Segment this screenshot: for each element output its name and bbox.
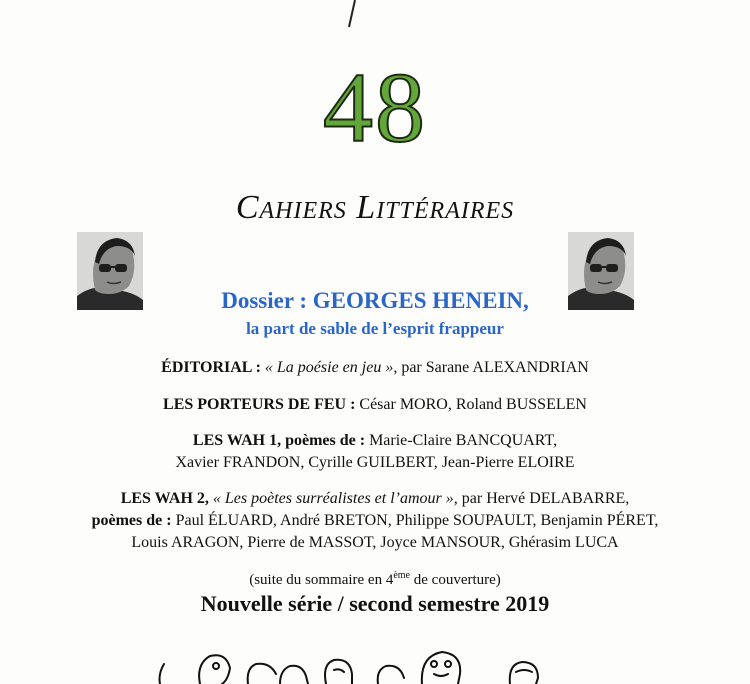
toc-wah1-line2: Xavier FRANDON, Cyrille GUILBERT, Jean-Pierre ELOIRE [175, 454, 575, 471]
editorial-title: « La poésie en jeu » [264, 359, 394, 376]
toc-wah2-line1 [0, 488, 750, 510]
suite-after: de couverture) [410, 572, 501, 588]
toc-wah2-line3: Louis ARAGON, Pierre de MASSOT, Joyce MANSOUR, Ghérasim LUCA [131, 534, 619, 551]
dossier-subtitle: la part de sable de l’esprit frappeur [246, 319, 504, 338]
toc-wah2-line2 [0, 510, 750, 532]
wah2-line2: Paul ÉLUARD, André BRETON, Philippe SOUPAULT, Benjamin PÉRET, [171, 512, 659, 529]
wah1-label: LES WAH 1, poèmes de : [192, 432, 366, 449]
suite-sup: ème [393, 570, 410, 581]
issue-number: 48 [323, 52, 427, 163]
suite-before: (suite du sommaire en 4 [249, 572, 394, 588]
suite-note [0, 565, 750, 591]
editorial-author: , par Sarane ALEXANDRIAN [393, 359, 589, 376]
drawing-figures-illustration [130, 634, 570, 684]
wah2-author: par Hervé DELABARRE, [457, 490, 630, 507]
porteurs-label: LES PORTEURS DE FEU : [163, 396, 356, 413]
editorial-label: ÉDITORIAL : [161, 359, 261, 376]
wah2-poems-label: poèmes de : [91, 512, 172, 529]
toc-wah1-line1 [0, 430, 750, 452]
toc-editorial [0, 357, 750, 379]
toc-porteurs [0, 394, 750, 416]
dossier-heading: Dossier : GEORGES HENEIN, [221, 288, 529, 313]
porteurs-text: César MORO, Roland BUSSELEN [355, 396, 587, 413]
wah1-line1: Marie-Claire BANCQUART, [365, 432, 558, 449]
wah2-label: LES WAH 2, [120, 490, 209, 507]
journal-title: Cahiers Littéraires [235, 189, 515, 226]
series-label: Nouvelle série / second semestre 2019 [200, 591, 550, 616]
wah2-title: « Les poètes surréalistes et l’amour », [208, 490, 458, 507]
pen-mark [346, 0, 358, 28]
